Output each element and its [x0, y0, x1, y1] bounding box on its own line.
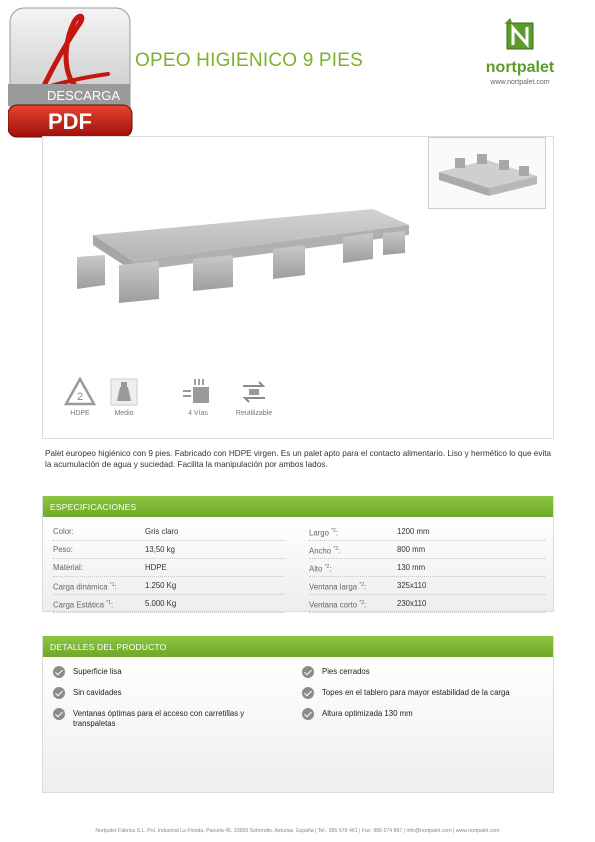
specifications-header: ESPECIFICACIONES	[43, 496, 553, 517]
feature-medium	[96, 377, 152, 417]
spec-colon: :	[364, 582, 367, 592]
detail-text: Altura optimizada 130 mm	[322, 709, 413, 718]
spec-row	[309, 523, 545, 541]
spec-label: Carga Estática	[53, 600, 107, 610]
spec-colon: :	[338, 546, 341, 556]
spec-value: HDPE	[145, 563, 167, 572]
spec-row	[53, 595, 285, 613]
check-icon	[302, 666, 314, 678]
spec-row	[53, 523, 285, 541]
spec-row	[309, 577, 545, 595]
spec-value: 5.000 Kg	[145, 599, 177, 608]
specifications-body	[43, 517, 553, 611]
spec-value: 325x110	[397, 581, 427, 590]
page-title: OPEO HIGIENICO 9 PIES	[135, 50, 364, 71]
spec-value: Gris claro	[145, 527, 179, 536]
detail-text: Topes en el tablero para mayor estabilidad de la carga	[322, 688, 510, 697]
spec-label: Peso:	[53, 545, 73, 554]
spec-label: Ancho	[309, 546, 334, 556]
spec-footnote: *2	[331, 528, 336, 534]
spec-footnote: *2	[359, 600, 365, 606]
spec-row	[309, 541, 545, 559]
product-details-header: DETALLES DEL PRODUCTO	[43, 636, 553, 657]
page-footer: Nortpalet Fábrica S.L. Pol. Industrial La Florida, Parcela 45. 33950 Sotrondio, Asturias, España | Tel.: 985 678 461 | Fax: 985 674 897 | info@nortpalet.com | www.nortpalet.com	[95, 828, 500, 834]
specs-left-column	[53, 523, 285, 613]
spec-row	[53, 577, 285, 595]
feature-label: 4 Vías	[188, 410, 208, 417]
feature-four-way	[170, 377, 226, 417]
spec-row	[53, 559, 285, 577]
spec-label: Alto	[309, 564, 325, 574]
logo-brand: nortpalet	[485, 59, 555, 76]
check-icon	[53, 687, 65, 699]
nortpalet-logo[interactable]	[470, 18, 570, 86]
detail-text: Superficie lisa	[73, 667, 122, 676]
spec-label: Color:	[53, 527, 74, 536]
spec-value: 13,50 kg	[145, 545, 175, 554]
pdf-download-badge[interactable]	[8, 6, 134, 140]
spec-value: 230x110	[397, 599, 427, 608]
spec-label: Material:	[53, 563, 83, 572]
pallet-thumbnail-image	[429, 138, 545, 208]
detail-text: Pies cerrados	[322, 667, 370, 676]
spec-colon: :	[335, 528, 339, 538]
feature-reusable	[226, 377, 282, 417]
logo-url[interactable]: www.nortpalet.com	[490, 79, 550, 86]
spec-row	[53, 541, 285, 559]
feature-icons	[52, 377, 282, 427]
spec-label: Carga dinámica	[53, 582, 110, 592]
spec-colon: :	[111, 600, 114, 610]
detail-text: Sin cavidades	[73, 688, 122, 697]
product-description: Palet europeo higiénico con 9 pies. Fabricado con HDPE virgen. Es un palet apto para el contacto alimentario. Liso y hermético lo que evita la acumulación de agua y suciedad. Facilita la manipulación por ambos lados.	[45, 449, 552, 469]
reusable-icon	[237, 377, 271, 407]
pdf-icon	[8, 6, 134, 140]
spec-value: 1200 mm	[397, 527, 430, 536]
spec-value: 130 mm	[397, 563, 426, 572]
download-label: DESCARGA	[47, 88, 120, 103]
spec-footnote: *1	[109, 582, 115, 588]
medium-weight-icon	[107, 377, 141, 407]
pdf-label: PDF	[48, 109, 92, 134]
specifications-section	[42, 496, 554, 612]
spec-footnote: *1	[106, 600, 112, 606]
svg-text:2: 2	[76, 391, 84, 403]
spec-footnote: *2	[359, 582, 365, 588]
spec-colon: :	[364, 600, 367, 610]
check-icon	[302, 708, 314, 720]
logo-mark-icon	[504, 18, 536, 52]
spec-value: 800 mm	[397, 545, 426, 554]
spec-colon: :	[329, 564, 332, 574]
spec-label: Ventana corto	[309, 600, 360, 610]
spec-footnote: *2	[333, 546, 339, 552]
product-details-section	[42, 636, 554, 793]
pallet-thumbnail[interactable]	[428, 137, 546, 209]
spec-label: Largo	[309, 528, 332, 538]
spec-row	[309, 559, 545, 577]
feature-label: HDPE	[70, 410, 90, 417]
feature-label: Medio	[114, 410, 134, 417]
spec-value: 1.250 Kg	[145, 581, 177, 590]
check-icon	[53, 666, 65, 678]
check-icon	[53, 708, 65, 720]
four-way-icon	[181, 377, 215, 407]
spec-label: Ventana larga	[309, 582, 360, 592]
check-icon	[302, 687, 314, 699]
spec-row	[309, 595, 545, 613]
feature-label: Reutilizable	[235, 410, 273, 417]
recycle-2-icon	[63, 377, 97, 407]
detail-text: Ventanas óptimas para el acceso con carretillas y transpaletas	[73, 709, 245, 728]
spec-footnote: *2	[324, 564, 330, 570]
specs-right-column	[309, 523, 545, 613]
spec-colon: :	[114, 582, 117, 592]
product-details-body	[43, 657, 553, 792]
